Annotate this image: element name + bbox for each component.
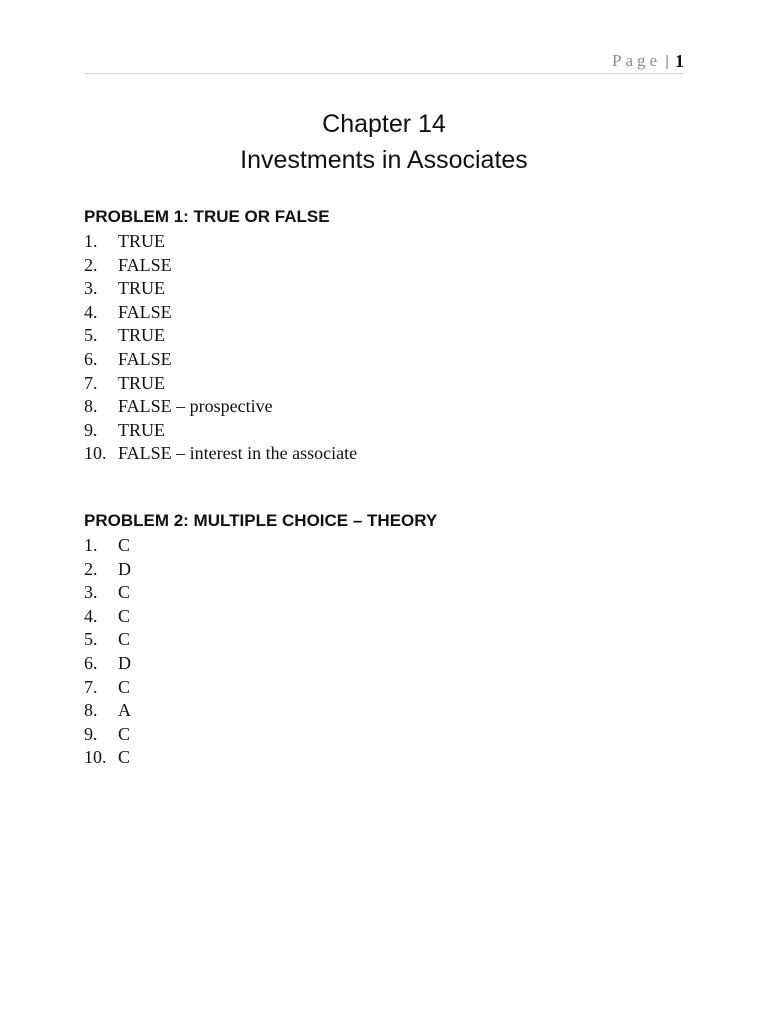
answer-item: [84, 699, 437, 723]
page-number: 1: [675, 50, 684, 71]
answer-number: 1.: [84, 231, 98, 251]
answer-item: [84, 628, 437, 652]
answer-item: [84, 605, 437, 629]
problem-1-heading: PROBLEM 1: TRUE OR FALSE: [84, 207, 330, 226]
page-label: Page: [612, 51, 662, 70]
problem-2-section: [84, 510, 437, 770]
answer-text: D: [118, 558, 131, 579]
answer-number: 10.: [84, 443, 107, 464]
answer-number: 3.: [84, 582, 98, 603]
answer-item: [84, 419, 357, 443]
answer-item: [84, 254, 357, 278]
answer-item: [84, 652, 437, 676]
answer-number: 6.: [84, 652, 98, 673]
page-separator: |: [665, 52, 669, 70]
answer-item: [84, 324, 357, 348]
answer-text: TRUE: [118, 278, 165, 299]
answer-item: [84, 534, 437, 558]
answer-text: FALSE – interest in the associate: [118, 443, 358, 464]
answer-number: 10.: [84, 747, 107, 768]
answer-text: TRUE: [118, 372, 165, 393]
answer-number: 8.: [84, 396, 98, 417]
answer-number: 7.: [84, 676, 98, 697]
answer-number: 6.: [84, 348, 98, 369]
answer-text: FALSE: [118, 301, 172, 322]
answer-number: 9.: [84, 723, 98, 744]
answer-number: 7.: [84, 372, 98, 393]
answer-text: FALSE: [118, 348, 172, 369]
answer-number: 4.: [84, 301, 98, 322]
answer-item: [84, 372, 357, 396]
answer-number: 3.: [84, 278, 98, 299]
answer-text: TRUE: [118, 419, 165, 440]
answer-text: C: [118, 723, 131, 744]
answer-number: 4.: [84, 605, 98, 626]
chapter-number: Chapter 14: [322, 110, 446, 138]
answer-item: [84, 558, 437, 582]
chapter-title: [0, 106, 768, 178]
answer-text: C: [118, 747, 131, 768]
answer-text: TRUE: [118, 325, 165, 346]
answer-item: [84, 230, 357, 254]
problem-1-answer-list: [84, 230, 357, 466]
answer-text: D: [118, 652, 131, 673]
answer-text: FALSE – prospective: [118, 396, 273, 417]
answer-text: C: [118, 676, 131, 697]
answer-item: [84, 676, 437, 700]
answer-text: TRUE: [118, 231, 165, 251]
answer-item: [84, 395, 357, 419]
problem-2-heading: PROBLEM 2: MULTIPLE CHOICE – THEORY: [84, 511, 438, 530]
answer-text: C: [118, 629, 131, 650]
answer-number: 5.: [84, 325, 98, 346]
answer-number: 1.: [84, 535, 98, 555]
answer-number: 2.: [84, 254, 98, 275]
problem-1-section: [84, 206, 357, 466]
answer-text: A: [118, 700, 131, 721]
answer-item: [84, 746, 437, 770]
answer-item: [84, 301, 357, 325]
answer-text: FALSE: [118, 254, 172, 275]
answer-item: [84, 442, 357, 466]
answer-item: [84, 348, 357, 372]
answer-item: [84, 723, 437, 747]
answer-text: C: [118, 605, 131, 626]
answer-number: 2.: [84, 558, 98, 579]
problem-2-answer-list: [84, 534, 437, 770]
chapter-subject: Investments in Associates: [240, 146, 528, 174]
answer-number: 8.: [84, 700, 98, 721]
answer-item: [84, 581, 437, 605]
answer-item: [84, 277, 357, 301]
answer-number: 9.: [84, 419, 98, 440]
answer-text: C: [118, 582, 131, 603]
page-header: [612, 50, 684, 72]
answer-number: 5.: [84, 629, 98, 650]
header-divider: [84, 73, 684, 74]
answer-text: C: [118, 535, 131, 555]
